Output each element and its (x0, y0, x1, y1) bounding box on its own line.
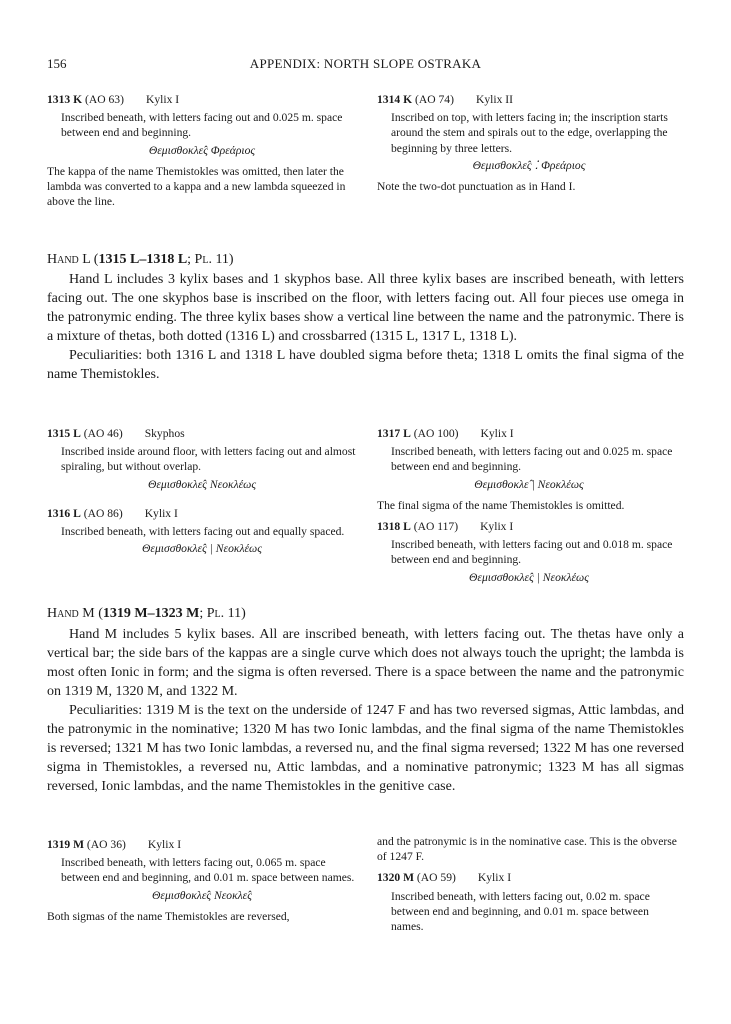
catalog-entry (47, 506, 357, 557)
hand-m-paragraph-2: Peculiarities: 1319 M is the text on the underside of 1247 F and has two reversed sigmas, Attic lambdas, and the patronymic in the nominative; 1320 M has two Ionic lambdas, and the final sigma of the name Themistokles is reversed; 1321 M has two Ionic lambdas, a reversed nu, and the final sigma reversed; 1322 M has one reversed sigma in Themistokles, a reversed nu, Attic lambdas, and a nominative patronymic; 1323 M has all sigmas reversed, Ionic lambdas, and the name Themistokles in the genitive case. (47, 703, 684, 794)
running-head (47, 56, 684, 74)
entry-id: 1317 L (377, 427, 411, 440)
entry-description: Inscribed beneath, with letters facing out, 0.02 m. space between end and beginning, and 0.01 m. space between names. (391, 889, 650, 934)
entry-head (47, 426, 357, 441)
top-left-column (47, 92, 357, 215)
entry-ref: (AO 86) (80, 506, 123, 520)
mid-right-column (377, 426, 681, 591)
hand-m-heading: Hand M (1319 M–1323 M; Pl. 11) (47, 606, 246, 621)
catalog-entry (377, 870, 681, 934)
entry-ref: (AO 59) (414, 871, 456, 885)
entry-description: Inscribed beneath, with letters facing out and equally spaced. (61, 525, 345, 539)
entry-note: Note the two-dot punctuation as in Hand I. (377, 180, 576, 194)
entry-note: The final sigma of the name Themistokles is omitted. (377, 498, 625, 512)
hand-l-range: 1315 L–1318 L (98, 252, 188, 267)
hand-l-heading: Hand L (1315 L–1318 L; Pl. 11) (47, 252, 234, 267)
entry-id: 1320 M (377, 871, 415, 885)
hand-m-paragraph-1: Hand M includes 5 kylix bases. All are inscribed beneath, with letters facing out. The thetas have only a vertical bar; the side bars of the kappas are a single curve which does not always touch the upright; the lambda is most often Ionic in form; and the sigma is often reversed. There is a space between the name and the patronymic on 1319 M, 1320 M, and 1322 M. (47, 627, 684, 699)
entry-inscription: Θεμισθοκλε̂ς Νεοκλέως (147, 477, 257, 491)
entry-type: Kylix I (480, 520, 514, 534)
entry-id: 1318 L (377, 520, 411, 534)
top-right-column (377, 92, 681, 200)
entry-ref: (AO 117) (410, 520, 459, 534)
hand-l-text (47, 270, 684, 384)
entry-head (47, 837, 357, 852)
entry-description: Inscribed beneath, with letters facing out and 0.025 m. space between end and beginning. (391, 445, 673, 474)
entry-type: Kylix I (144, 506, 178, 520)
entry-description: Inscribed inside around floor, with letters facing out and almost spiraling, but without overlap. (61, 445, 356, 474)
hand-m-text (47, 625, 684, 796)
entry-inscription: Θεμισθοκλε̂ς Φρεάριος (148, 143, 256, 157)
bottom-right-column (377, 834, 681, 936)
entry-description: Inscribed beneath, with letters facing out, 0.065 m. space between end and beginning, and 0.01 m. space between names. (61, 856, 355, 885)
entry-head (377, 426, 681, 441)
entry-ref: (AO 100) (410, 427, 459, 440)
entry-id: 1315 L (47, 427, 81, 440)
entry-description: Inscribed on top, with letters facing in; the inscription starts around the stem and spirals out to the edge, overlapping the beginning by three letters. (391, 111, 668, 155)
entry-head (377, 870, 681, 885)
mid-left-column (47, 426, 357, 562)
entry-continuation: and the patronymic is in the nominative case. This is the obverse of 1247 F. (377, 835, 677, 864)
entry-description: Inscribed beneath, with letters facing out and 0.018 m. space between end and beginning. (391, 538, 673, 567)
catalog-entry (47, 837, 357, 924)
entry-type: Kylix I (145, 93, 180, 106)
catalog-entry (47, 92, 357, 209)
catalog-entry (377, 519, 681, 585)
entry-inscription: Θεμισσθοκλε̂ς | Νεοκλέως (142, 542, 262, 556)
hand-m-range: 1319 M–1323 M (102, 606, 200, 621)
entry-type: Kylix I (480, 427, 514, 440)
catalog-entry (47, 426, 357, 492)
bottom-left-column (47, 837, 357, 930)
entry-type: Kylix II (475, 93, 513, 106)
entry-note: The kappa of the name Themistokles was omitted, then later the lambda was converted to a kappa and a new lambda squeezed in above the line. (47, 164, 346, 209)
entry-description: Inscribed beneath, with letters facing out and 0.025 m. space between end and beginning. (61, 111, 343, 140)
entry-inscription: Θεμισθοκλε̂ | Νεοκλέως (474, 477, 584, 491)
entry-type: Kylix I (147, 838, 182, 851)
catalog-entry (377, 426, 681, 513)
entry-ref: (AO 36) (84, 838, 126, 851)
entry-id: 1319 M (47, 838, 85, 851)
entry-inscription: Θεμισθοκλε̂ς Νεοκλε̂ς (152, 888, 252, 902)
entry-head (377, 92, 681, 107)
entry-id: 1313 K (47, 93, 83, 106)
entry-id: 1316 L (47, 506, 81, 520)
entry-type: Skyphos (144, 427, 185, 440)
entry-note: Both sigmas of the name Themistokles are reversed, (47, 909, 290, 923)
hand-l-paragraph-2: Peculiarities: both 1316 L and 1318 L have doubled sigma before theta; 1318 L omits the final sigma of the name Themistokles. (47, 348, 684, 382)
entry-head (47, 92, 357, 107)
entry-inscription: Θεμισσθοκλε̂ς | Νεοκλέως (469, 570, 589, 584)
entry-id: 1314 K (377, 93, 413, 106)
entry-type: Kylix I (477, 871, 512, 885)
running-title: APPENDIX: NORTH SLOPE OSTRAKA (249, 56, 482, 71)
entry-ref: (AO 63) (82, 93, 124, 106)
entry-inscription: Θεμισθοκλε̂ς ⁚ Φρεάριος (472, 158, 586, 172)
page-number: 156 (47, 56, 67, 71)
entry-ref: (AO 46) (80, 427, 123, 440)
hand-l-paragraph-1: Hand L includes 3 kylix bases and 1 skyphos base. All three kylix bases are inscribed beneath, with letters facing out. The one skyphos base is inscribed on the floor, with letters facing out. All four pieces use omega in the patronymic ending. The three kylix bases show a vertical line between the name and the patronymic. There is a mixture of thetas, both dotted (1316 L) and crossbarred (1315 L, 1317 L, 1318 L). (47, 272, 684, 344)
entry-head (47, 506, 357, 521)
entry-ref: (AO 74) (412, 93, 454, 106)
catalog-entry (377, 92, 681, 194)
entry-head (377, 519, 681, 534)
